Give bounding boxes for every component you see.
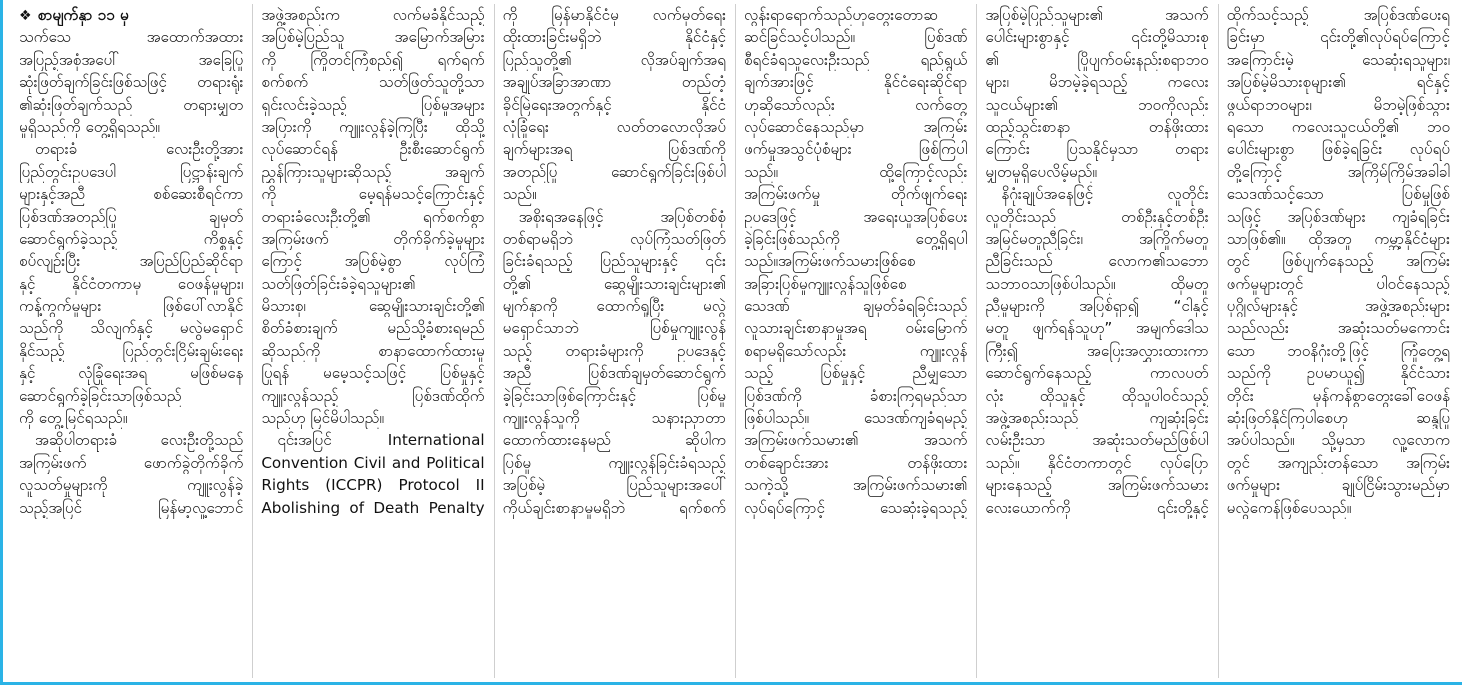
text-line: ဟုဆိုသော်လည်း လက်တွေ့	[743, 95, 968, 114]
text-line: လုပ်ဆောင်ရန် ဦးစီးဆောင်ရွက်	[261, 140, 485, 159]
text-line: ဆောင်ရွက်ခဲ့ခြင်းသာဖြစ်သည်	[19, 386, 182, 405]
text-line: ကို ကြိုတင်ကြံစည်၍ ရက်ရက်	[261, 50, 485, 69]
text-line: အကြမ်းဖက် တိုက်ခိုက်ခဲ့မှုများ	[261, 229, 485, 248]
text-line: အပ်ပါသည်။ သို့မှသာ လူ့လောက	[1226, 431, 1450, 450]
continuation-heading	[19, 4, 243, 26]
text-line: ပြစ်ဒဏ်အတည်ပြု ချမှတ်	[19, 207, 244, 226]
text-line: စရာမရှိသော်လည်း ကျူးလွန်	[743, 341, 968, 360]
text-line: တစ်ရာမရှိဘဲ လုပ်ကြံသတ်ဖြတ်	[502, 229, 726, 248]
text-line: သည်။ ထို့ကြောင့်လည်း	[743, 162, 968, 181]
text-line: နိဂုံးချုပ်အနေဖြင့် လူတိုင်း	[1001, 185, 1209, 204]
text-line: ဖက်မှုများ ချုပ်ငြိမ်းသွားမည်မှာ	[1226, 476, 1450, 495]
text-line: ခဲ့ခြင်းဖြစ်သည်ကို တွေ့ရှိရပါ	[743, 229, 968, 248]
text-line: Convention Civil and Political	[261, 453, 485, 472]
text-line: ကျူးလွန်သူကို သနားညှာတာ	[502, 409, 726, 428]
text-line: အပြစ်မဲ့ပြည်သူများ၏ အသက်	[985, 6, 1209, 24]
text-line: ဖက်မှုအသွင်ပုံစံများ ဖြစ်ကြပါ	[743, 140, 968, 159]
text-line: ဖက်မှုများတွင် ပါဝင်နေသည့်	[1226, 274, 1450, 293]
text-line: ဆိုသည်ကို စာနာထောက်ထားမှု	[261, 341, 485, 360]
text-line: သည်ကို သိလျက်နှင့် မလွဲမရှောင်	[19, 319, 244, 338]
text-line: ပြုရန် မမေ့သင့်သဖြင့် ပြစ်မှုနှင့်	[261, 364, 485, 383]
text-line: အပြစ်မဲ့ပြည်သူ အမြောက်အမြား	[261, 28, 485, 47]
text-line: ရှင်းလင်းခဲ့သည့် ပြစ်မှုအများ	[261, 95, 485, 114]
text-line: အပြားကို ကျူးလွန်ခဲ့ကြပြီး ထိုသို့	[261, 117, 485, 136]
text-line: ပြည်တွင်းဥပဒေပါ ပြဋ္ဌာန်းချက်	[19, 162, 244, 181]
text-line: လုပ်ရပ်ကြောင့် သေဆုံးခဲ့ရသည့်	[743, 498, 968, 517]
text-line: အတည်ပြု ဆောင်ရွက်ခြင်းဖြစ်ပါ	[502, 162, 726, 181]
text-line: ညွှန်ကြားသူများဆိုသည့် အချက်	[261, 162, 485, 181]
text-line: ရသော ကလေးသူငယ်တို့၏ ဘဝ	[1226, 117, 1450, 136]
text-line: ပြည်သူတို့၏ လိုအပ်ချက်အရ	[502, 50, 726, 69]
text-line: သာဖြစ်၏။ ထိုအတူ ကမ္ဘာ့နိုင်ငံများ	[1226, 229, 1450, 248]
text-line: အဖွဲ့အစည်းသည် ကျဆုံးခြင်း	[985, 409, 1209, 428]
text-line: Abolishing of Death Penalty	[261, 498, 485, 517]
text-line: တို့၏ ဆွေမျိုးသားချင်းများ၏	[502, 274, 726, 293]
text-line: လမ်းဦးသာ အဆုံးသတ်မည်ဖြစ်ပါ	[985, 431, 1209, 450]
text-line: အစိုးရအနေဖြင့် အပြစ်တစ်စုံ	[518, 207, 726, 226]
text-line: အကြမ်းဖက်မှု တိုက်ဖျက်ရေး	[743, 185, 968, 204]
text-line: ညီခြင်းသည် လောက၏သဘော	[985, 252, 1209, 271]
text-line: နှင့် နိုင်ငံတကာမှ ဝေဖန်မှုများ၊	[19, 274, 244, 293]
text-line: တရားခံလေးဦးတို့၏ ရက်စက်စွာ	[261, 207, 485, 226]
text-line: Rights (ICCPR) Protocol II	[261, 476, 485, 495]
text-line: တို့ကြောင့် အကြိမ်ကြိမ်အခါခါ	[1226, 162, 1450, 181]
text-line: ပေါင်းများစွာ ဖြစ်ခဲ့ရခြင်း လုပ်ရပ်	[1226, 140, 1450, 159]
text-line: လုပ်ဆောင်နေသည်မှာ အကြမ်း	[743, 117, 968, 136]
text-line: စီရင်ခံရသူလေးဦးသည် ရည်ရွယ်	[743, 50, 968, 69]
text-line: မလွဲကေန်ဖြစ်ပေသည်။	[1226, 498, 1352, 517]
text-line: ခဲ့ခြင်းသာဖြစ်ကြောင်းနှင့် ပြစ်မှု	[502, 386, 726, 405]
text-line: ပြစ်ဒဏ်ကို ခံစားကြရမည်သာ	[743, 386, 968, 405]
text-line: မျက်နှာကို ထောက်ရှုပြီး မလွဲ	[502, 297, 726, 316]
text-line: သည်ကို ဥပမာယူ၍ နိုင်ငံသား	[1226, 364, 1450, 383]
text-line: သတ်ဖြတ်ခြင်းခံခဲ့ရသူများ၏	[261, 274, 416, 293]
text-line: တစ်ချောင်းအား တန်ဖိုးထား	[743, 453, 968, 472]
text-line: သည့်အပြင် မြန်မာ့လူ့ဘောင်	[19, 498, 244, 517]
text-line: ဆောင်ရွက်ခဲ့သည့် ကိစ္စနှင့်	[19, 229, 244, 248]
text-line: ကိုယ်ချင်းစာနာမှုမရှိဘဲ ရက်စက်	[502, 498, 726, 517]
text-line: ထိုက်သင့်သည့် အပြစ်ဒဏ်ပေးရ	[1226, 6, 1450, 24]
column-1	[11, 4, 252, 678]
column-6	[1218, 4, 1459, 678]
text-line: မတူ ဖျက်ရန်သူဟု” အမျက်ဒေါသ	[985, 319, 1209, 338]
text-line: သဖြင့် အပြစ်ဒဏ်များ ကျခံရခြင်း	[1226, 207, 1450, 226]
text-line: မှုရှိသည်ကို တွေ့ရှိရသည်။	[19, 117, 160, 136]
text-line: သည့် တရားခံများကို ဥပဒေနှင့်	[502, 341, 726, 360]
text-line: သဘာဝသာဖြစ်ပါသည်။ ထိုမတူ	[985, 274, 1209, 293]
column-5	[976, 4, 1217, 678]
text-line: အဆိုပါတရားခံ လေးဦးတို့သည်	[35, 431, 244, 450]
text-line: လူသားချင်းစာနာမှုအရ ဝမ်းမြောက်	[743, 319, 968, 338]
text-line: ပေါင်းများစွာနှင့် ၎င်းတို့မိသားစု	[985, 28, 1209, 47]
text-line: လုံခြုံရေး လတ်တလောလိုအပ်	[502, 117, 726, 136]
text-line: ၏ ပြိုပျက်ဝမ်းနည်းစရာဘဝ	[985, 50, 1209, 69]
text-line: သကဲ့သို့ အကြမ်းဖက်သမား၏	[743, 476, 968, 495]
text-line: အခြားပြစ်မှုကျူးလွန်သူဖြစ်စေ	[743, 274, 907, 293]
text-line: ဆင်ခြင်သင့်ပါသည်။ ပြစ်ဒဏ်	[743, 28, 968, 47]
text-line: တရားခံ လေးဦးတို့အား	[35, 140, 244, 159]
column-4	[735, 4, 976, 678]
column-3	[494, 4, 735, 678]
text-line: လူတိုင်းသည် တစ်ဦးနှင့်တစ်ဦး	[985, 207, 1209, 226]
text-line: မရှောင်သာဘဲ ပြစ်မှုကျူးလွန်	[502, 319, 726, 338]
text-line: သည်။ နိုင်ငံတကာတွင် လုပ်ပြော	[985, 453, 1209, 472]
text-line: ကြောင့် အပြစ်မဲ့စွာ လုပ်ကြံ	[261, 252, 485, 271]
text-line: ထိုးထားခြင်းမရှိဘဲ နိုင်ငံနှင့်	[502, 28, 726, 47]
text-line: အပြစ်မဲ့မိသားစုများ၏ ရင်နှင့်	[1226, 73, 1450, 92]
diamond-bullet-icon: ❖	[19, 8, 32, 24]
text-line: ချက်အားဖြင့် နိုင်ငံရေးဆိုင်ရာ	[743, 73, 968, 92]
text-line: ကန့်ကွက်မှုများ ဖြစ်ပေါ်လာနိုင်	[19, 297, 244, 316]
text-line: အညီ ပြစ်ဒဏ်ချမှတ်ဆောင်ရွက်	[502, 364, 726, 383]
text-line: သူငယ်များ၏ ဘဝကိုလည်း	[985, 95, 1209, 114]
text-line: ကို မြန်မာနိုင်ငံမှ လက်မှတ်ရေး	[502, 6, 726, 24]
text-line: များနှင့်အညီ စစ်ဆေးစီရင်ကာ	[19, 185, 244, 204]
text-line: အပြည့်အစုံအပေါ် အခြေပြု	[19, 50, 244, 69]
text-line: ပုဂ္ဂိုလ်များနှင့် အဖွဲ့အစည်းများ	[1226, 297, 1450, 316]
text-line: ဥပဒေဖြင့် အရေးယူအပြစ်ပေး	[743, 207, 968, 226]
text-line: လွန်းရာရောက်သည်ဟုတွေးတောဆ	[743, 6, 939, 24]
text-line: တွင် ဖြစ်ပျက်နေသည့် အကြမ်း	[1226, 252, 1450, 271]
text-line: တွင် အကျည်းတန်သော အကြမ်း	[1226, 453, 1450, 472]
heading-text: စာမျက်နှာ ၁၁ မှ	[37, 6, 129, 24]
text-line: သည်။	[502, 185, 537, 204]
text-line: ပြစ်မှု ကျူးလွန်ခြင်းခံရသည့်	[502, 453, 726, 472]
text-line: သည်လည်း အဆုံးသတ်မကောင်း	[1226, 319, 1450, 338]
text-line: နှင့် လုံခြုံရေးအရ မဖြစ်မနေ	[19, 364, 244, 383]
text-line: များနေသည့် အကြမ်းဖက်သမား	[985, 476, 1209, 495]
text-line: နိုင်သည့် ပြည်တွင်းငြိမ်းချမ်းရေး	[19, 341, 244, 360]
text-line: ၏ဆုံးဖြတ်ချက်သည် တရားမျှတ	[19, 95, 244, 114]
text-line: ၎င်းအပြင် International	[277, 431, 485, 450]
article-columns	[11, 4, 1459, 678]
text-line: သေဒဏ်သင့်သော ပြစ်မှုဖြစ်	[1226, 185, 1450, 204]
text-line: ခိုင်မြဲရေးအတွက်နှင့် နိုင်ငံ	[502, 95, 726, 114]
text-line: အပြစ်မဲ့ ပြည်သူများအပေါ်	[502, 476, 726, 495]
text-line: ဆုံးဖြတ်နိုင်ကြပါစေဟု ဆန္ဒပြု	[1226, 409, 1450, 428]
text-line: ထောက်ထားနေမည် ဆိုပါက	[502, 431, 726, 450]
text-line: ဆောင်ရွက်နေသည့် ကာလပတ်	[985, 364, 1209, 383]
text-line: သည်။အကြမ်းဖက်သမားဖြစ်စေ	[743, 252, 916, 271]
text-line: တိုင်း မှန်ကန်စွာတွေးခေါ်ဝေဖန်	[1226, 386, 1450, 405]
text-line: ကြောင်း ပြသနိုင်မှသာ တရား	[985, 140, 1209, 159]
text-line: ခြင်းခံရသည့် ပြည်သူများနှင့် ၎င်း	[502, 252, 726, 271]
text-line: ညီမှုများကို အပြစ်ရှာ၍ “ငါနှင့်	[985, 297, 1209, 316]
text-line: လေးယောက်ကို ၎င်းတို့နှင့်	[985, 498, 1209, 517]
text-line: ထည့်သွင်းစာနာ တန်ဖိုးထား	[985, 117, 1209, 136]
text-line: သက်သေ အထောက်အထား	[19, 28, 244, 47]
text-line: စက်စက် သတ်ဖြတ်သူတို့သာ	[261, 73, 485, 92]
text-line: အဖွဲ့အစည်းက လက်မခံနိုင်သည့်	[261, 6, 485, 24]
text-line: လူသတ်မှုများကို ကျူးလွန်ခဲ့	[19, 476, 244, 495]
text-line: သည့် ပြစ်မှုနှင့် ညီမျှသော	[743, 364, 968, 383]
text-line: သေဒဏ် ချမှတ်ခံရခြင်းသည်	[743, 297, 968, 316]
text-line: မိသားစု၊ ဆွေမျိုးသားချင်းတို့၏	[261, 297, 485, 316]
text-line: အချုပ်အခြာအာဏာ တည်တံ့	[502, 73, 726, 92]
text-line: ချက်များအရ ပြစ်ဒဏ်ကို	[502, 140, 726, 159]
text-line: လုံး ထိုသူနှင့် ထိုသူပါဝင်သည့်	[985, 386, 1209, 405]
text-line: ကျူးလွန်သည့် ပြစ်ဒဏ်ထိုက်	[261, 386, 485, 405]
text-line: ကြီး၍ အပြေးအလွှားထားကာ	[985, 341, 1209, 360]
text-line: အကြောင်းမဲ့ သေဆုံးရသူများ၊	[1226, 50, 1450, 69]
text-line: ကို မေ့ရန်မသင့်ကြောင်းနှင့်	[261, 185, 485, 204]
text-line: ဖြစ်ပါသည်။ သေဒဏ်ကျခံရမည့်	[743, 409, 968, 428]
column-2	[252, 4, 493, 678]
text-line: ဖွယ်ရာဘဝများ၊ မိဘမဲ့ဖြစ်သွား	[1226, 95, 1450, 114]
text-line: များ၊ မိဘမဲ့ခဲ့ရသည့် ကလေး	[985, 73, 1209, 92]
text-line: အကြမ်းဖက် ဖောက်ခွဲတိုက်ခိုက်	[19, 453, 244, 472]
text-line: ခြင်းမှာ ၎င်းတို့၏လုပ်ရပ်ကြောင့်	[1226, 28, 1450, 47]
text-line: စပ်လျဉ်းပြီး အပြည်ပြည်ဆိုင်ရာ	[19, 252, 244, 271]
text-line: စိတ်ခံစားချက် မည်သို့ခံစားရမည်	[261, 319, 485, 338]
text-line: အကြမ်းဖက်သမား၏ အသက်	[743, 431, 968, 450]
text-line: မျှတမှုရှိပေလိမ့်မည်။	[985, 162, 1097, 181]
text-line: သည်ဟု မြင်မိပါသည်။	[261, 409, 384, 428]
text-line: ဆုံးဖြတ်ချက်ခြင်းဖြစ်သဖြင့် တရားရုံး	[19, 73, 244, 92]
text-line: အမြင်မတူညီခြင်း၊ အကြိုက်မတူ	[985, 229, 1209, 248]
text-line: သော ဘဝနိဂုံးတို့ဖြင့် ကြုံတွေ့ရ	[1226, 341, 1450, 360]
text-line: ကို တွေ့မြင်ရသည်။	[19, 409, 128, 428]
